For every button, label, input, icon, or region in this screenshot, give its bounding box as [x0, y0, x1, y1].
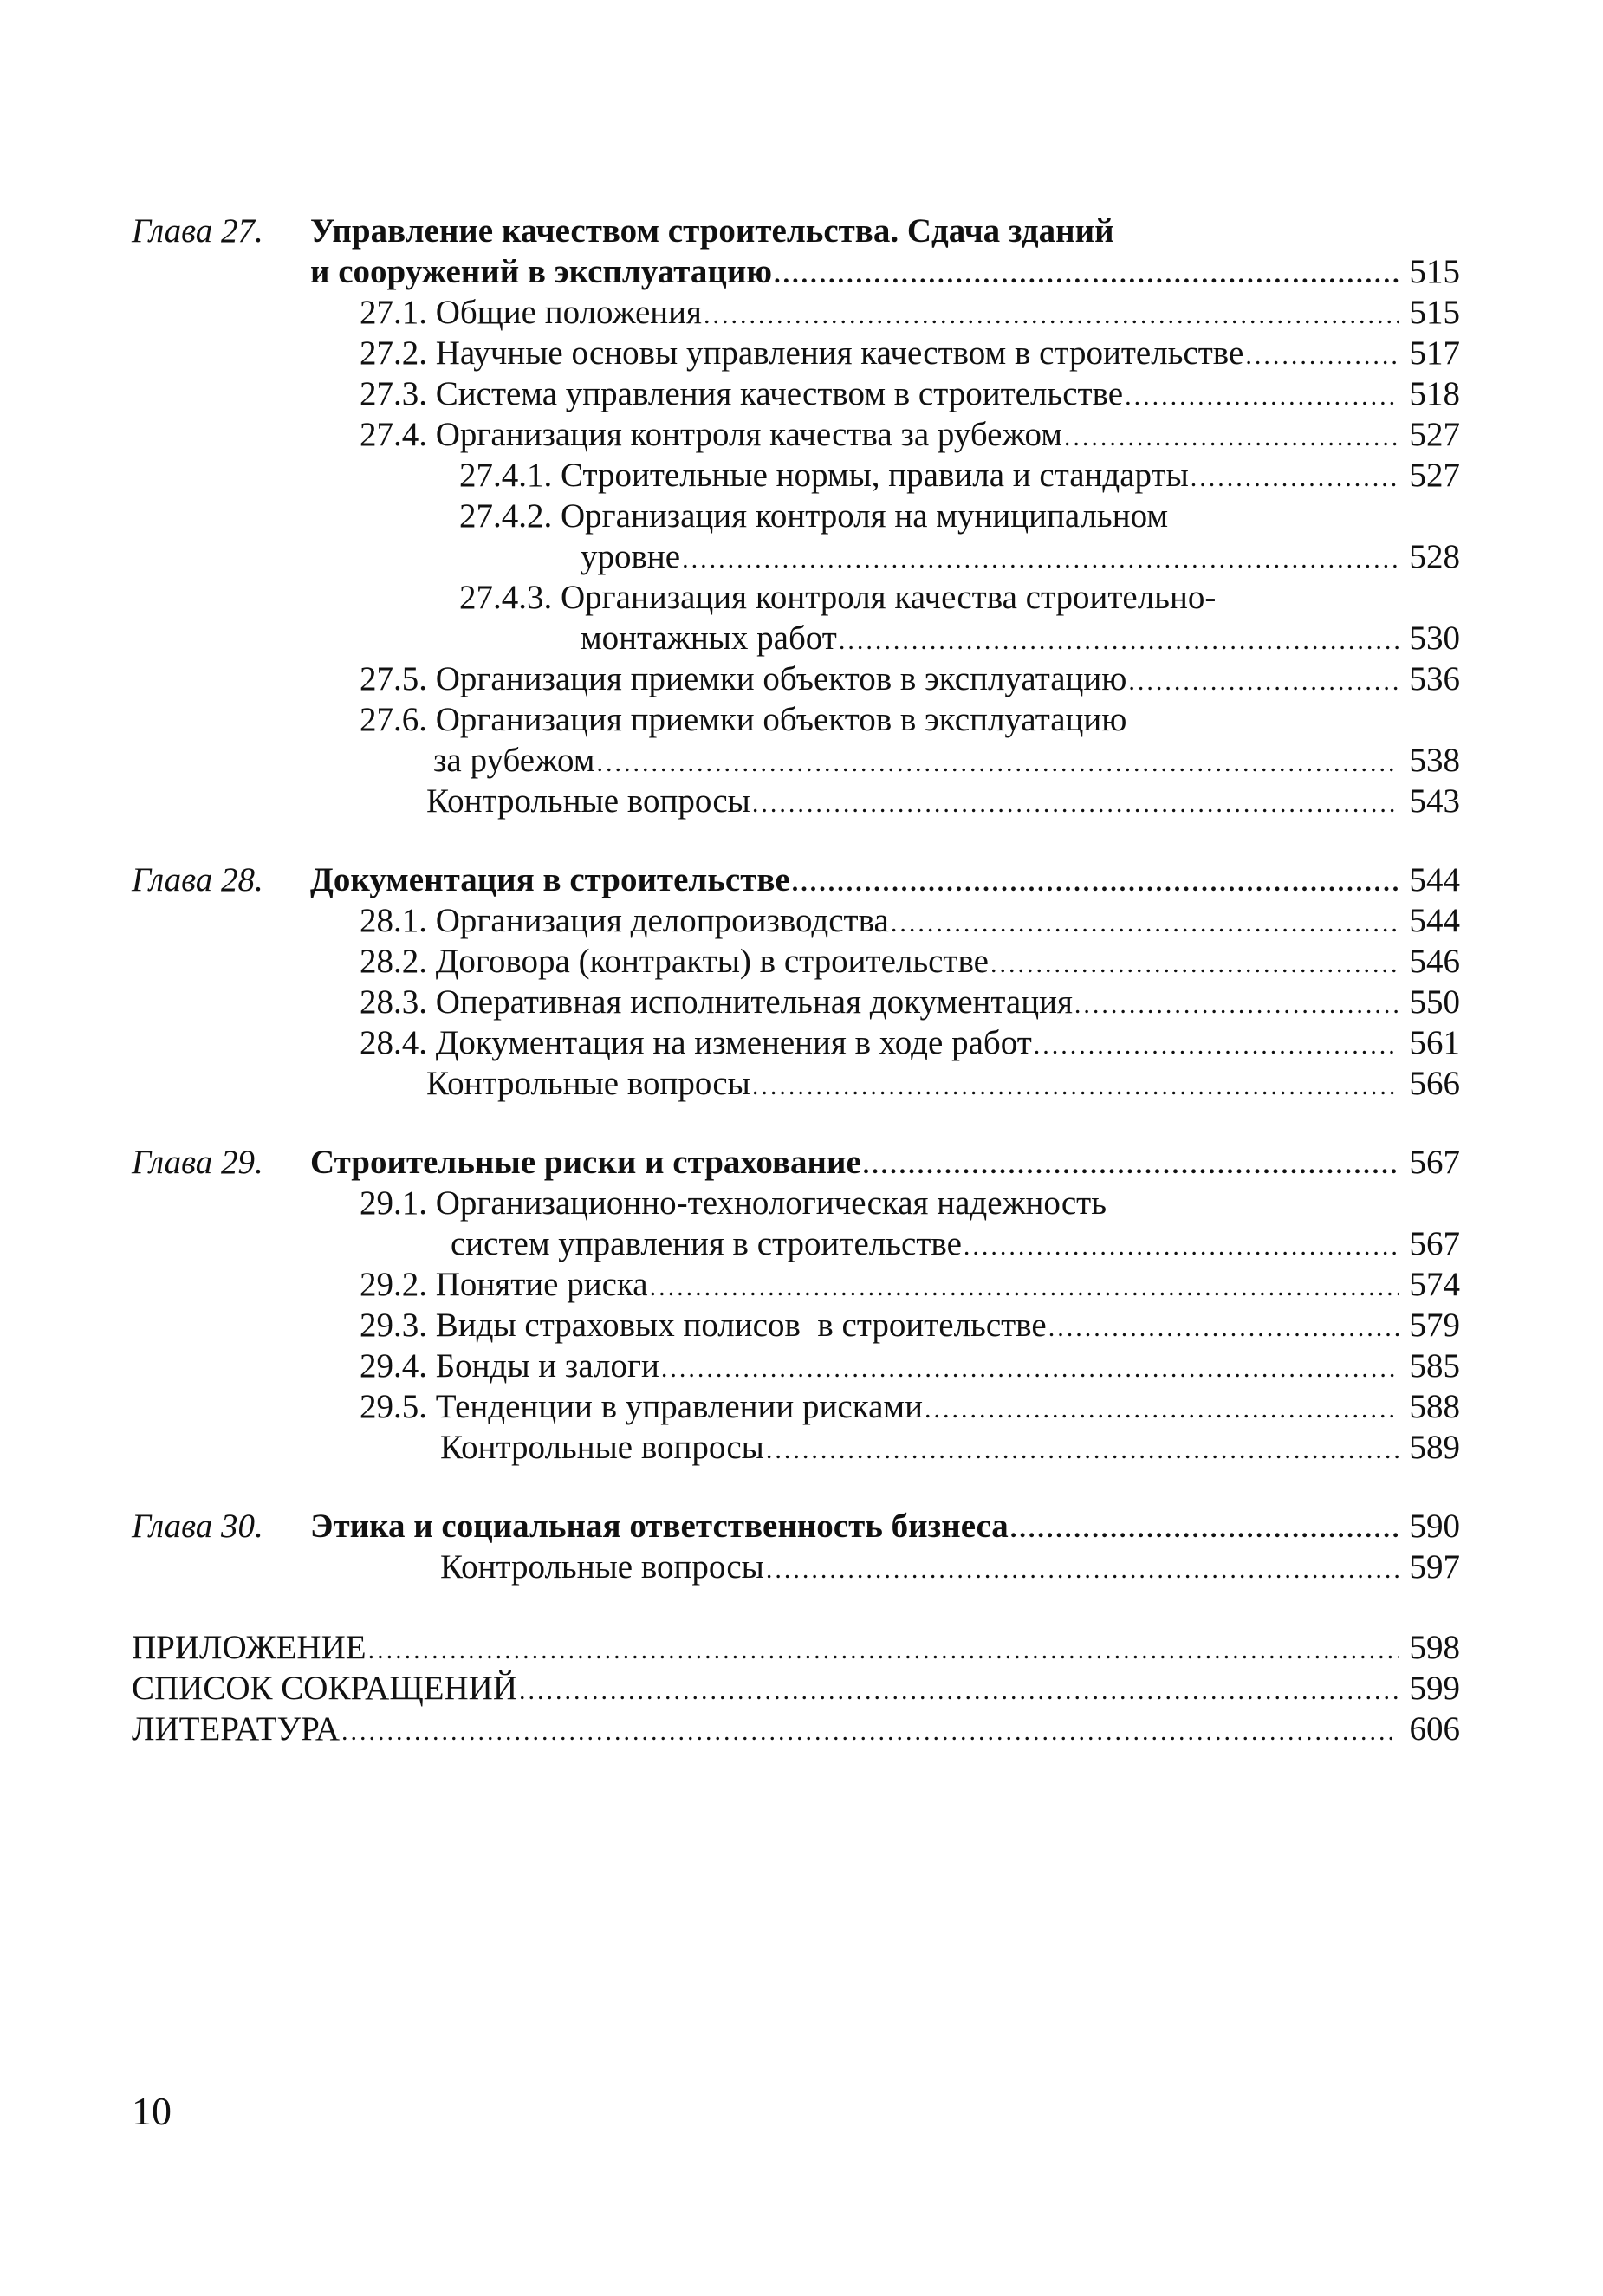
dot-leader [1010, 1508, 1399, 1550]
entry-title: монтажных работ [581, 619, 837, 657]
toc-entry[interactable] [0, 1427, 1603, 1469]
chapter-29-heading[interactable] [0, 1142, 1603, 1184]
toc-entry[interactable] [0, 740, 1603, 782]
toc-entry[interactable] [0, 1305, 1603, 1346]
entry-title: 29.1. Организационно-технологическая надежность [360, 1184, 1107, 1222]
entry-title: Контрольные вопросы [426, 1065, 750, 1102]
dot-leader [792, 862, 1399, 904]
dot-leader [891, 903, 1399, 944]
toc-entry[interactable] [0, 251, 1603, 293]
dot-leader [341, 1711, 1399, 1753]
entry-title: Контрольные вопросы [440, 1548, 764, 1586]
dot-leader [650, 1267, 1399, 1308]
chapter-27-heading [0, 211, 1603, 252]
entry-title: за рубежом [433, 742, 595, 779]
toc-entry[interactable] [0, 1346, 1603, 1387]
page-ref: 536 [1409, 660, 1460, 697]
entry-title: 28.4. Документация на изменения в ходе работ [360, 1024, 1032, 1061]
toc-entry[interactable] [0, 1386, 1603, 1428]
toc-entry-literature[interactable] [0, 1709, 1603, 1750]
page-ref: 528 [1409, 538, 1460, 575]
entry-title: 27.2. Научные основы управления качеством в строительстве [360, 334, 1244, 372]
toc-entry[interactable] [0, 1063, 1603, 1105]
entry-title: 29.4. Бонды и залоги [360, 1347, 659, 1385]
toc-entry-appendix[interactable] [0, 1627, 1603, 1669]
toc-entry-line1 [0, 577, 1603, 619]
entry-title: 27.1. Общие положения [360, 294, 702, 331]
toc-entry[interactable] [0, 982, 1603, 1023]
page-ref: 544 [1409, 861, 1460, 898]
dot-leader [368, 1630, 1399, 1671]
page-ref: 527 [1409, 416, 1460, 453]
page-ref: 515 [1409, 294, 1460, 331]
entry-title: 29.3. Виды страховых полисов в строительстве [360, 1307, 1047, 1344]
chapter-label: Глава 27. [132, 212, 263, 250]
page-ref: 538 [1409, 742, 1460, 779]
dot-leader [1064, 417, 1399, 458]
entry-title: Контрольные вопросы [426, 782, 750, 820]
toc-entry[interactable] [0, 900, 1603, 942]
page-ref: 598 [1409, 1629, 1460, 1666]
page-ref: 590 [1409, 1508, 1460, 1545]
page-number: 10 [132, 2089, 172, 2133]
dot-leader [839, 620, 1399, 662]
entry-title: Контрольные вопросы [440, 1429, 764, 1466]
toc-entry[interactable] [0, 373, 1603, 415]
dot-leader [1034, 1025, 1399, 1067]
dot-leader [766, 1549, 1399, 1591]
toc-entry[interactable] [0, 1264, 1603, 1306]
page-ref: 574 [1409, 1266, 1460, 1303]
page-ref: 515 [1409, 253, 1460, 290]
toc-entry[interactable] [0, 658, 1603, 700]
entry-title: 27.3. Система управления качеством в строительстве [360, 375, 1124, 412]
toc-entry[interactable] [0, 1223, 1603, 1265]
page-ref: 589 [1409, 1429, 1460, 1466]
page-ref: 566 [1409, 1065, 1460, 1102]
entry-title: 27.4. Организация контроля качества за рубежом [360, 416, 1062, 453]
chapter-30-heading[interactable] [0, 1506, 1603, 1547]
chapter-label: Глава 30. [132, 1508, 263, 1545]
entry-title: уровне [581, 538, 681, 575]
toc-entry[interactable] [0, 292, 1603, 334]
toc-entry-line1 [0, 496, 1603, 537]
dot-leader [661, 1348, 1399, 1390]
page-ref: 517 [1409, 334, 1460, 372]
dot-leader [519, 1670, 1399, 1712]
dot-leader [863, 1145, 1399, 1186]
toc-entry[interactable] [0, 781, 1603, 822]
dot-leader [704, 295, 1399, 336]
page-ref: 518 [1409, 375, 1460, 412]
page-ref: 530 [1409, 619, 1460, 657]
chapter-title-line2: и сооружений в эксплуатацию [310, 253, 773, 290]
entry-title: систем управления в строительстве [451, 1225, 962, 1262]
page-ref: 527 [1409, 457, 1460, 494]
page-ref: 599 [1409, 1670, 1460, 1707]
entry-title: 27.4.2. Организация контроля на муниципальном [459, 497, 1169, 535]
dot-leader [752, 783, 1399, 825]
dot-leader [1128, 661, 1399, 703]
entry-title: СПИСОК СОКРАЩЕНИЙ [132, 1670, 517, 1707]
toc-entry[interactable] [0, 1022, 1603, 1064]
page-ref: 567 [1409, 1225, 1460, 1262]
chapter-title: Этика и социальная ответственность бизнеса [310, 1508, 1009, 1545]
chapter-label: Глава 28. [132, 861, 263, 898]
page-ref: 544 [1409, 902, 1460, 939]
chapter-title-line1: Управление качеством строительства. Сдача зданий [310, 212, 1114, 250]
dot-leader [1074, 984, 1399, 1026]
page-ref: 543 [1409, 782, 1460, 820]
chapter-label: Глава 29. [132, 1144, 263, 1181]
toc-entry-line1 [0, 1183, 1603, 1224]
dot-leader [752, 1066, 1399, 1107]
toc-entry[interactable] [0, 1547, 1603, 1588]
page-ref: 546 [1409, 943, 1460, 980]
entry-title: 29.2. Понятие риска [360, 1266, 648, 1303]
dot-leader [964, 1226, 1399, 1268]
toc-entry[interactable] [0, 941, 1603, 983]
dot-leader [682, 539, 1399, 580]
toc-entry[interactable] [0, 455, 1603, 496]
entry-title: 28.2. Договора (контракты) в строительстве [360, 943, 989, 980]
page-ref: 561 [1409, 1024, 1460, 1061]
chapter-28-heading[interactable] [0, 859, 1603, 901]
entry-title: 27.4.1. Строительные нормы, правила и стандарты [459, 457, 1189, 494]
dot-leader [597, 743, 1399, 784]
page-ref: 597 [1409, 1548, 1460, 1586]
dot-leader [1125, 376, 1399, 418]
dot-leader [990, 944, 1399, 985]
dot-leader [1245, 335, 1399, 377]
toc-entry[interactable] [0, 333, 1603, 374]
dot-leader [1191, 457, 1399, 499]
toc-entry[interactable] [0, 414, 1603, 456]
dot-leader [1048, 1307, 1399, 1349]
entry-title: 27.5. Организация приемки объектов в эксплуатацию [360, 660, 1127, 697]
entry-title: ПРИЛОЖЕНИЕ [132, 1629, 367, 1666]
toc-entry[interactable] [0, 536, 1603, 578]
entry-title: 29.5. Тенденции в управлении рисками [360, 1388, 923, 1425]
page-ref: 550 [1409, 983, 1460, 1021]
page-ref: 588 [1409, 1388, 1460, 1425]
page-ref: 606 [1409, 1710, 1460, 1748]
dot-leader [766, 1430, 1399, 1471]
page-ref: 585 [1409, 1347, 1460, 1385]
toc-entry-line1 [0, 699, 1603, 741]
page-ref: 567 [1409, 1144, 1460, 1181]
entry-title: 27.6. Организация приемки объектов в эксплуатацию [360, 701, 1127, 738]
toc-entry-abbreviations[interactable] [0, 1668, 1603, 1709]
dot-leader [774, 254, 1399, 295]
dot-leader [925, 1389, 1399, 1430]
chapter-title: Строительные риски и страхование [310, 1144, 861, 1181]
entry-title: 28.1. Организация делопроизводства [360, 902, 889, 939]
entry-title: 28.3. Оперативная исполнительная документация [360, 983, 1073, 1021]
page-ref: 579 [1409, 1307, 1460, 1344]
chapter-title: Документация в строительстве [310, 861, 790, 898]
toc-entry[interactable] [0, 618, 1603, 659]
entry-title: ЛИТЕРАТУРА [132, 1710, 340, 1748]
entry-title: 27.4.3. Организация контроля качества строительно- [459, 579, 1217, 616]
